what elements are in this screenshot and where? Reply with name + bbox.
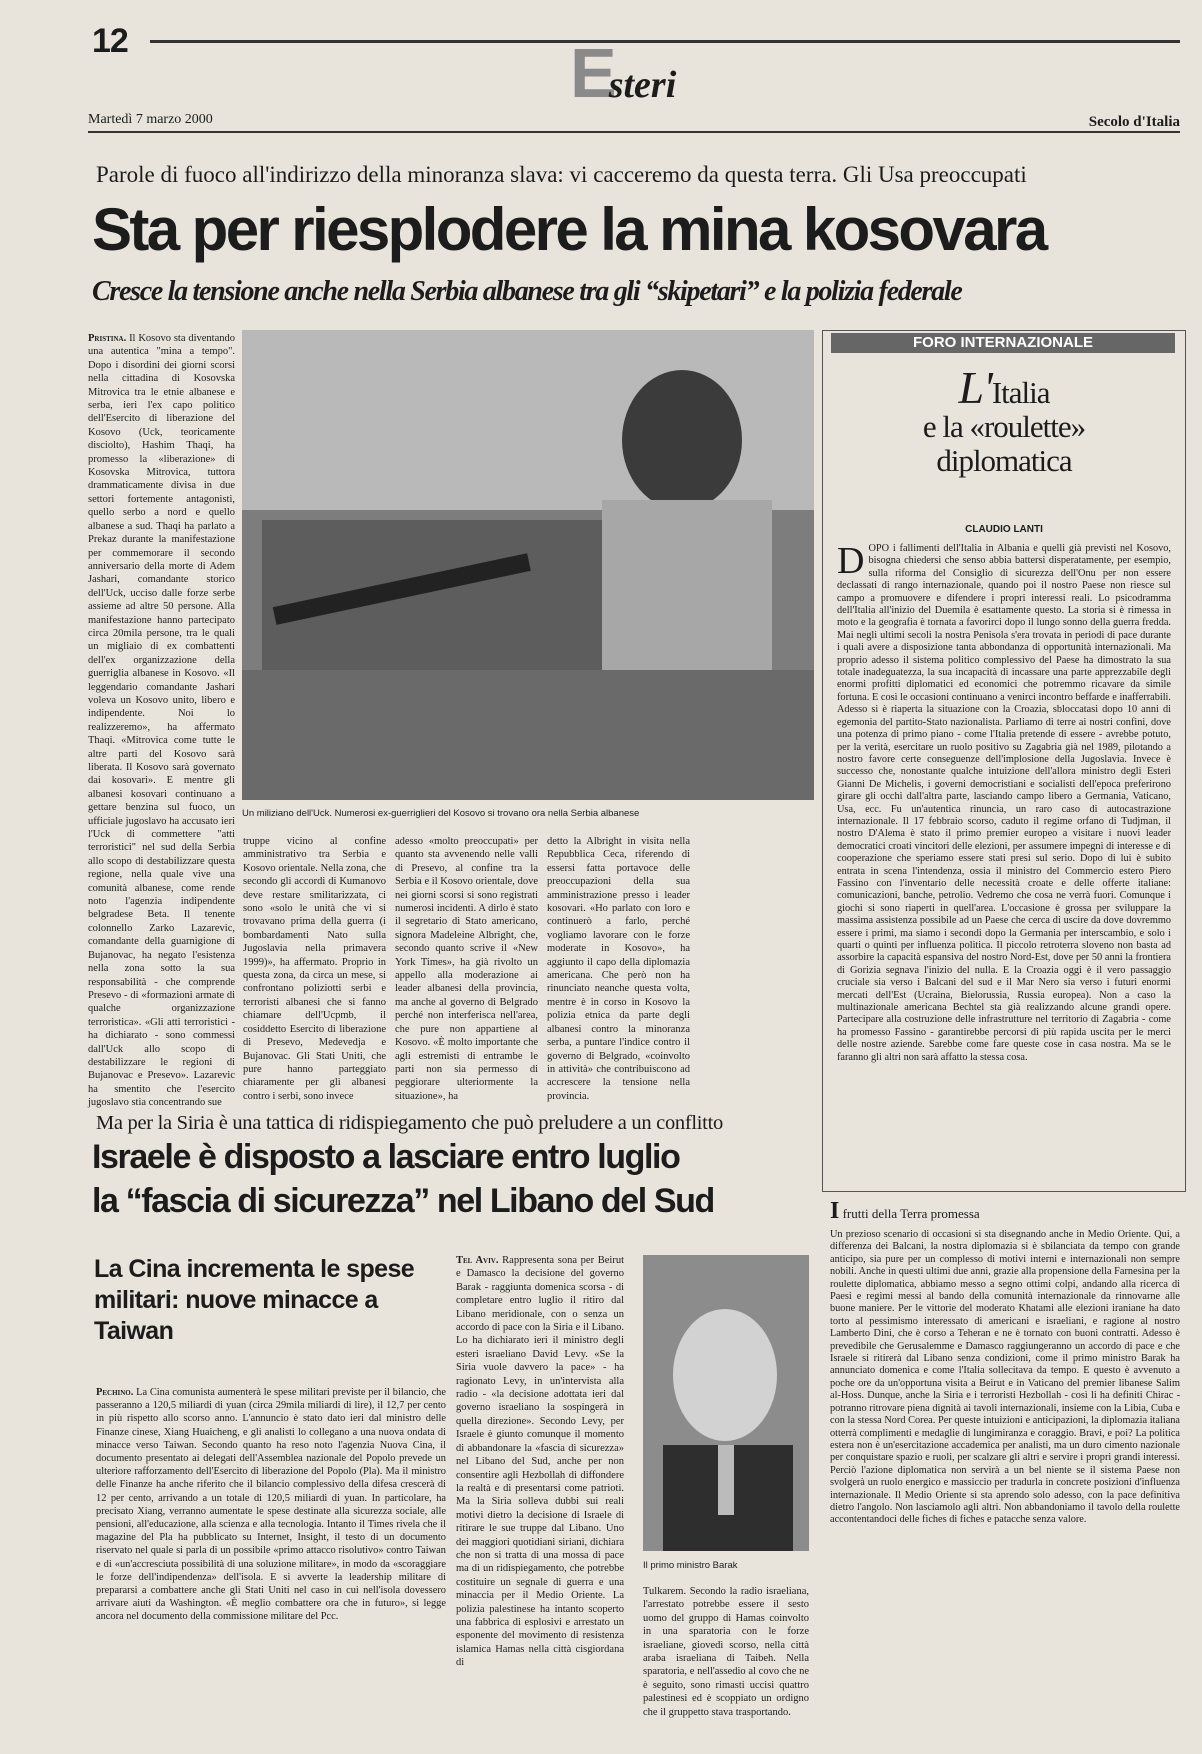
barak-photo	[643, 1255, 809, 1551]
israel-dateline: Tel Aviv.	[456, 1255, 499, 1266]
sidebar-sub-body: Un prezioso scenario di occasioni si sta disegnando anche in Medio Oriente. Qui, a differenza dei Balcani, la nostra diplomazia si è sbilanciata da tempo con grande anticipo, sia pure per un complesso di motivi interni e internazionali non sempre nobili. Anche in questi ultimi due anni, grazie alla propensione della Farnesina per la roulette diplomatica, abbiamo messo a segno ottimi colpi, andando alla ricerca di Paesi e regimi messi al bando della comunità internazionale da rinnovarne alle buone maniere. Per le vittorie del moderato Khatami alle elezioni iraniane ha dato torto al pessimismo interessato di americani e israeliani, e ragione al nostro Lamberto Dini, che è corso a Teheran e ne è tornato con buoni contratti. Adesso è prevedibile che Gerusalemme e Damasco raggiungeranno un accordo di pace e che Israele si ritirerà dal Libano senza condizioni, come il primo ministro Barak ha annunciato domenica e come l'Italia sollecitava da tempo. E questo è avvenuto a poche ore da un'opportuna visita a Beirut e in Vaticano del premier libanese Salim al-Hoss. Dunque, anche la Siria e i terroristi Hezbollah - così li ha definiti Chirac - potranno ritrovare piena dignità ai tavoli internazionali, insieme con la Libia, Cuba e con la stessa Nord Corea. Per queste intuizioni e anticipazioni, la diplomazia italiana otterrà complimenti e medaglie di lungimiranza e coraggio. Bravi, e poi? La politica estera non è un'esercitazione accademica per analisti, ma un duro cimento nazionale per conquistare spazio e ruoli, per scalzare gli altri e servire i propri grandi interessi. Perciò l'azione diplomatica non servirà a un bel niente se il sistema Paese non svolgerà un ruolo energico e massiccio per tradurla in concrete posizioni d'influenza internazionale. Il Medio Oriente si sta aprendo solo adesso, con la pace definitiva dietro l'angolo. Non lasciamolo agli altri. Non abbandoniamo il tavolo della roulette accontentandoci delle fiches di fiches e patacche senza valore.	[830, 1229, 1180, 1526]
israel-column-2: Tulkarem. Secondo la radio israeliana, l'arrestato potrebbe essere il sesto uomo del gruppo di Hamas coinvolto in una sparatoria con le forze israeliane, giovedì scorso, nella città araba israeliana di Taibeh. Nella sparatoria, e nell'assedio al covo che ne è seguito, sono rimasti uccisi quattro palestinesi ed è scoppiato un ordigno che il gruppetto stava trasportando.	[643, 1586, 809, 1718]
militia-photo	[242, 330, 814, 800]
page-number: 12	[92, 22, 128, 60]
section-initial: E	[570, 34, 617, 112]
israel-kicker: Ma per la Siria è una tattica di ridispiegamento che può preludere a un conflitto	[96, 1112, 723, 1134]
main-dateline: Pristina.	[88, 333, 127, 344]
china-dateline: Pechino.	[96, 1387, 134, 1398]
sidebar-title-line3: diplomatica	[936, 443, 1072, 478]
main-kicker: Parole di fuoco all'indirizzo della minoranza slava: vi cacceremo da questa terra. Gli Usa preoccupati	[96, 162, 1027, 187]
militia-photo-caption: Un miliziano dell'Uck. Numerosi ex-guerriglieri del Kosovo si trovano ora nella Serbia albanese	[242, 808, 640, 819]
china-body	[96, 1386, 446, 1736]
sidebar-body	[837, 540, 1171, 1183]
barak-photo-caption: Il primo ministro Barak	[643, 1560, 738, 1571]
sidebar-subtitle	[830, 1198, 1180, 1225]
sidebar-body-text: OPO i fallimenti dell'Italia in Albania e quelli già previsti nel Kosovo, bisogna chiedersi che senso abbia battersi disperatamente, per esempio, sulla riforma del Consiglio di sicurezza dell'Onu per non essere declassati di rango internazionale, quando poi il nostro Paese non riesce sul campo a promuovere e difendere i propri interessi reali. Lo psicodramma dell'Italia all'inizio del Duemila è esattamente questo. La storia si è rimessa in moto e la geografia è tornata a favorirci dopo il lungo sonno della guerra fredda. Mai negli ultimi secoli la nostra Penisola s'era trovata in periodi di pace durante i quali avere a disposizione tanta abbondanza di opportunità internazionali. Ma proprio adesso il sistema politico complessivo del Paese ha dimostrato la sua totale inadeguatezza, la sua incapacità di incassare una parte apprezzabile degli enormi profitti diplomatici ed economici che potremmo ricavare da simile fortuna. E così le occasioni continuano a venirci incontro beffarde e inafferrabili. Adesso si è riaperta la situazione con la Croazia, sbloccatasi dopo 10 anni di egemonia del partito-Stato nazionalista. Parliamo di terre ai nostri confini, dove una potenza di primo piano - come l'Italia pretende di essere - avrebbe potuto, per la verità, esercitare un ruolo positivo su Zagabria già nel 1989, pilotando a nostro favore certe conseguenze dell'implosione della Jugoslavia. Invece è successo che, nonostante qualche intuizione dell'allora ministro degli Esteri Gianni De Michelis, i governi democristiani e socialisti dell'epoca preferirono girare gli occhi dall'altra parte, lasciando campo libero a Germania, Vaticano, Usa, ecc. Fu un'autentica rinuncia, un raro caso di autocastrazione internazionale. Il 17 febbraio scorso, caduto il regime orfano di Tudjman, il nostro D'Alema è stato il primo premier europeo a visitare i nuovi leader democratici croati vincitori delle elezioni, per assumere impegni di interesse e di cooperazione che speriamo essere stati presi sul serio. Dopo di lui è subito entrata in scena l'intendenza, ossia il ministro del Commercio estero Piero Fassino con l'inventario delle necessità croate e delle offerte italiane: comunicazioni, banche, petrolio. Vedremo che cosa ne verrà fuori. Comunque i giochi si sono riaperti in quell'area. L'occasione è grossa per sviluppare la massima assistenza possibile ad un Paese che cerca di uscire da dove dovremmo essere i primi, ma siamo i secondi dopo la Germania per interscambio, e solo i quarti o quinti per influenza politica. Il piccolo retroterra sloveno non basta ad assorbire la capacità espansiva del nostro Nord-Est, dove per 50 anni la frontiera di Gorizia segnava l'inizio del nulla. E la Croazia oggi è il vero passaggio cruciale sia verso i Balcani del sud e il Mar Nero sia verso i futuri enormi mercati dell'Est (Ucraina, Bielorussia, Russia europea). Non a caso la multinazionale americana Bechtel sta già realizzando alcune grandi opere. Partecipare alla costruzione delle infrastrutture nel territorio di Zagabria - come ha promesso Fassino - garantirebbe percorsi di più rapida uscita per le merci delle nostre aziende. Sarebbe come fare queste cose in casa nostra. Ma se le faranno gli altri non sarà affatto la stessa cosa.	[837, 543, 1171, 1063]
china-body-text: La Cina comunista aumenterà le spese militari previste per il bilancio, che passeranno a 120,5 miliardi di yuan (circa 29mila miliardi di lire), il 12,7 per cento in più rispetto allo scorso anno. L'annuncio è stato dato ieri dal ministro delle Finanze cinese, Xiang Huaicheng, e gli analisti lo collegano a una nuova ondata di minacce verso Taiwan. Secondo quanto ha reso noto l'agenzia Nuova Cina, il documento presentato ai delegati dell'Assemblea nazionale del Popolo prevede un ulteriore rafforzamento dell'Esercito di liberazione del Popolo (Pla). Ma il ministro delle Finanze ha anche riferito che il bilancio complessivo della difesa crescerà di 12 per cento, arrivando a un totale di 120,5 miliardi di yuan. In particolare, ha precisato Xiang, verranno aumentate le spese destinate alla sicurezza sociale, alle pensioni, all'educazione, alla scienza e alla tecnologia. Intanto il Times rivela che il magazine del Pla ha pubblicato su Internet, Insight, il testo di un documento riservato nel quale si parla di un possibile «primo attacco risolutivo» contro Taiwan e di «un'accresciuta possibilità di una soluzione militare», in modo da «scoraggiare le forze dell'indipendenza» dell'isola. E si avverte la leadership militare di prepararsi a combattere anche gli Stati Uniti nel caso in cui nell'isola dovessero arrivare aiuti da Washington. «È meglio combattere ora che in futuro», si legge ancora nel documento della commissione militare del Pcc.	[96, 1387, 446, 1623]
sidebar-title-word: Italia	[991, 375, 1050, 410]
main-subhead: Cresce la tensione anche nella Serbia albanese tra gli “skipetari” e la polizia federale	[92, 276, 962, 307]
issue-date: Martedì 7 marzo 2000	[88, 112, 213, 127]
sidebar-title-line2: e la «roulette»	[922, 409, 1086, 444]
sidebar-subtitle-initial: I	[830, 1198, 840, 1224]
section-title	[570, 34, 684, 112]
sidebar-title-initial: L'	[958, 362, 992, 413]
barak-photo-art	[643, 1255, 809, 1551]
newspaper-name: Secolo d'Italia	[1088, 114, 1180, 130]
china-headline: La Cina incrementa le spese militari: nuove minacce a Taiwan	[94, 1255, 415, 1345]
sidebar-subsection	[830, 1198, 1180, 1746]
sidebar-dropcap: D	[837, 540, 865, 582]
sidebar-author: CLAUDIO LANTI	[965, 524, 1043, 535]
main-column-3: adesso «molto preoccupati» per quanto sta avvenendo nelle valli di Presevo, al confine tra la Serbia e il Kosovo orientale, dove nei giorni scorsi si sono registrati numerosi incidenti. A dirlo è stato il segretario di Stato americano, signora Madeleine Albright, che, secondo quanto scrive il «New York Times», ha già rivolto un appello alla moderazione ai leader albanesi della provincia, ma anche al governo di Belgrado perché non interferisca nell'area, che pure non appartiene al Kosovo. «È molto importante che agli estremisti di entrambe le parti non sia permesso di peggiorare ulteriormente la situazione», ha	[395, 836, 538, 1102]
masthead-bottom-rule	[88, 131, 1180, 133]
sidebar-header: FORO INTERNAZIONALE	[831, 333, 1175, 353]
militia-photo-art	[242, 330, 814, 800]
main-column-1-text: Il Kosovo sta diventando una autentica "mina a tempo". Dopo i disordini dei giorni scorsi nella cittadina di Kosovska Mitrovica tra le etnie albanese e serba, ieri l'ex capo politico dell'Esercito di liberazione del Kosovo (Uck, teoricamente disciolto), Hashim Thaqi, ha promesso la «liberazione» di Kosovska Mitrovica, tuttora drammaticamente divisa in due settori fortemente antagonisti, quello serbo a nord e quello albanese a sud. Thaqi ha parlato a Prekaz durante la manifestazione per commemorare il secondo anniversario della morte di Adem Jashari, comandante storico dell'Uck, ucciso dalle forze serbe assieme ad altre 50 persone. Alla manifestazione hanno partecipato circa 20mila persone, tra le quali un migliaio di ex combattenti dell'ex organizzazione della guerriglia albanese in Kosovo. «Il leggendario comandante Jashari voleva un Kosovo unito, libero e indipendente. Noi lo realizzeremo», ha affermato Thaqi. «Mitrovica come tutte le altre parti del Kosovo sarà liberata. Il Kosovo sarà governato dai kosovari». E mentre gli albanesi kosovari continuano a gettare benzina sul fuoco, un ufficiale jugoslavo ha accusato ieri l'Uck di commettere "atti terroristici" nel sud della Serbia allo scopo di destabilizzare questa regione, nella quale vive una comunità albanese, come rende noto l'agenzia indipendente belgradese Beta. Il tenente colonnello Zarko Lazarevic, comandante della guarnigione di Bujanovac, ha negato l'esistenza nella zona sotto la sua responsabilità - che comprende Presevo - di «formazioni armate di qualche organizzazione terroristica». «Gli atti terroristici - ha dichiarato - sono commessi dall'Uck allo scopo di destabilizzare le regioni di Bujanovac e Presevo». Lazarevic ha smentito che l'esercito jugoslavo stia concentrando sue	[88, 333, 235, 1109]
israel-column-1	[456, 1254, 624, 1746]
israel-headline-line1: Israele è disposto a lasciare entro luglio	[92, 1138, 680, 1176]
sidebar-box	[822, 330, 1186, 1192]
israel-column-1-text: Rappresenta sona per Beirut e Damasco la decisione del governo Barak - raggiunta domenica scorsa - di completare entro luglio il ritiro dal Libano meridionale, con o senza un accordo di pace con la Siria e il Libano. Lo ha dichiarato ieri il ministro degli esteri israeliano David Levy. «Se la Siria vuole davvero la pace» - ha ragionato Levy, in un'intervista alla radio - «la decisione adottata ieri dal governo israeliano la sospingerà in quella direzione». Secondo Levy, per Israele è giunto comunque il momento di abbandonare la «fascia di sicurezza» nel Libano del Sud, anche per non consentire agli Hezbollah di diffondere la realtà e di presentarsi come patrioti. Ma la Siria solleva dubbi sui reali motivi dietro la decisione di Israele di ritirare le sue truppe dal Libano. Uno dei maggiori quotidiani siriani, dichiara che non si tratta di una mossa di pace ma di un ridispiegamento, che potrebbe costituire un segnale di guerra e una minaccia per il Medio Oriente. La polizia palestinese ha intanto scoperto una fabbrica di esplosivi e arrestato un esponente del movimento di resistenza islamica Hamas nella città cisgiordana di	[456, 1255, 624, 1669]
sidebar-title-line1	[823, 362, 1185, 413]
section-rest: steri	[608, 64, 677, 106]
main-column-2: truppe vicino al confine amministrativo tra Serbia e Kosovo orientale. Nella zona, che secondo gli accordi di Kumanovo deve restare smilitarizzata, ci sono «solo le unità che vi si trovavano prima della guerra (i bombardamenti Nato sulla Jugoslavia nella primavera 1999)», ha affermato. Proprio in questa zona, da circa un mese, si confrontano poliziotti serbi e terroristi albanesi che si fanno chiamare dell'Ucpmb, il cosiddetto Esercito di liberazione di Presevo, Medevedja e Bujanovac. Gli Stati Uniti, che pure hanno parteggiato chiaramente per gli albanesi contro i serbi, sono invece	[243, 836, 386, 1102]
main-column-1	[88, 332, 235, 1109]
israel-headline-line2: la “fascia di sicurezza” nel Libano del Sud	[92, 1182, 714, 1220]
main-headline: Sta per riesplodere la mina kosovara	[92, 196, 1046, 263]
sidebar-subtitle-text: frutti della Terra promessa	[842, 1206, 980, 1221]
main-column-4: detto la Albright in visita nella Repubblica Ceca, riferendo di essersi fatta portavoce delle preoccupazioni della sua amministrazione presso i leader kosovari. «Ho parlato con loro e continuerò a farlo, perché vogliamo lavorare con le forze moderate in Kosovo», ha aggiunto il capo della diplomazia americana. Che però non ha rinunciato neanche questa volta, mentre è in corso in Kosovo la polizia etnica da parte degli albanesi contro la minoranza serba, a puntare l'indice contro il governo di Belgrado, «coinvolto in attività» che contribuiscono ad accrescere la tensione nella provincia.	[547, 836, 690, 1102]
china-story-box	[88, 1250, 448, 1740]
sidebar-title	[823, 362, 1185, 478]
